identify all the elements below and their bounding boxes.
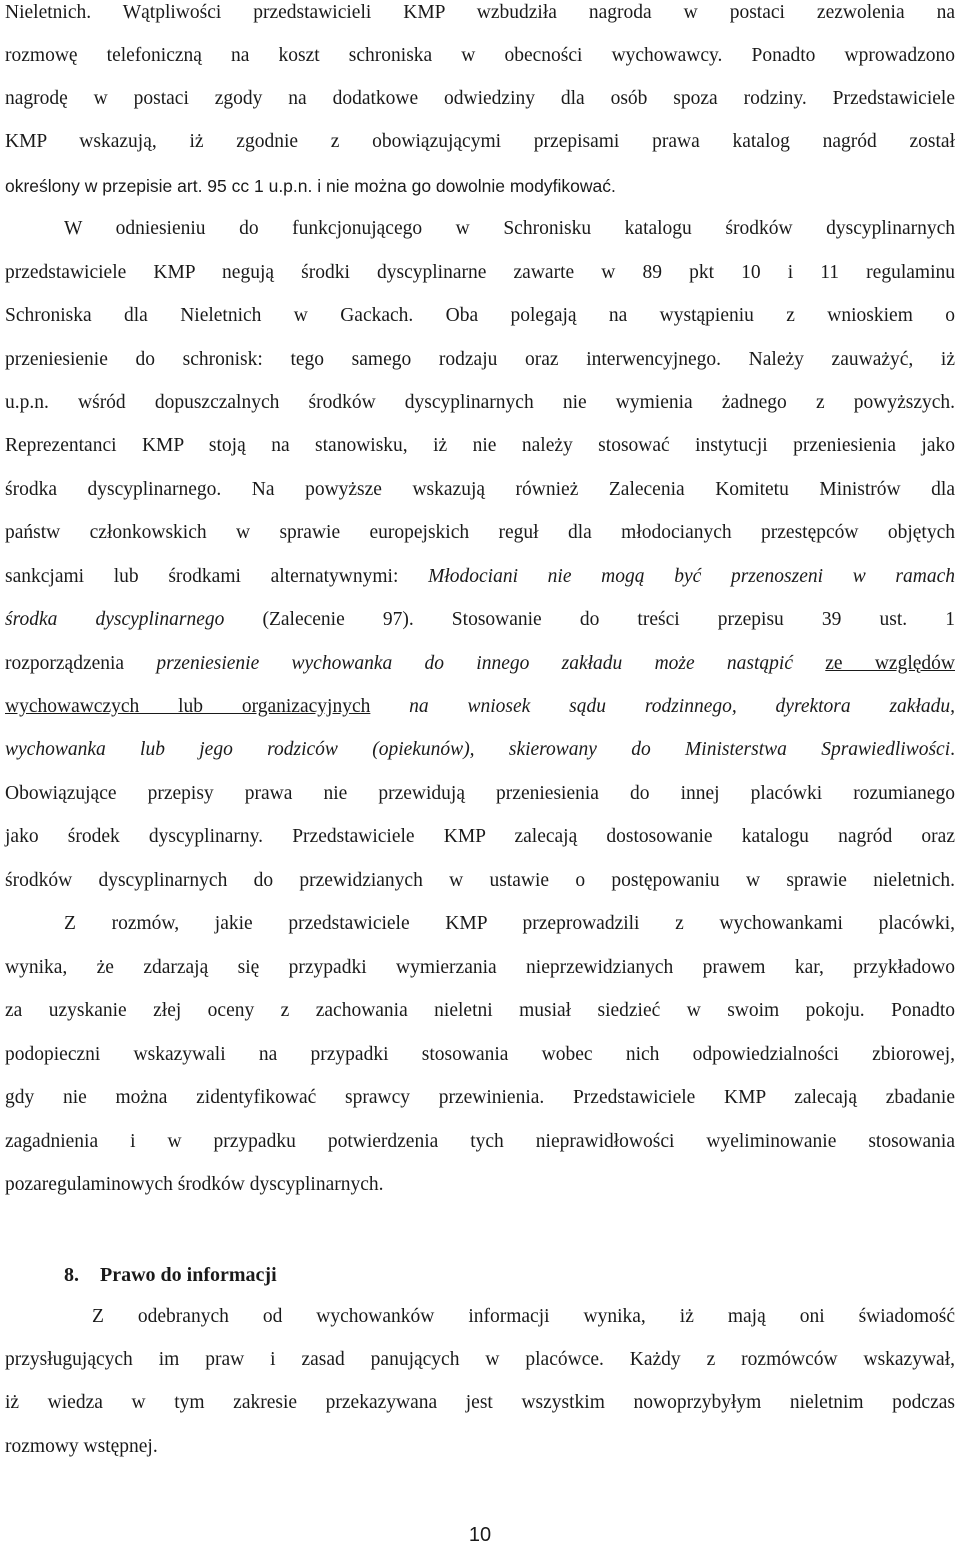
p2-line-10-quote: środka dyscyplinarnego xyxy=(5,609,225,630)
p2-line-15: jako środek dyscyplinarny. Przedstawiciele KMP zalecają dostosowanie katalogu nagród oraz xyxy=(5,826,955,847)
p2-line-13 xyxy=(5,737,955,763)
p3-line-3: za uzyskanie złej oceny z zachowania nieletni musiał siedzieć w swoim pokoju. Ponadto xyxy=(5,1000,955,1021)
p2-line-9 xyxy=(5,564,955,590)
p4-line-2: przysługujących im praw i zasad panujących w placówce. Każdy z rozmówców wskazywał, xyxy=(5,1349,955,1370)
p1-line-5: określony w przepisie art. 95 cc 1 u.p.n. i nie można go dowolnie modyfikować. xyxy=(5,176,616,196)
p2-line-9-text: sankcjami lub środkami alternatywnymi: xyxy=(5,566,429,587)
p3-line-1: Z rozmów, jakie przedstawiciele KMP przeprowadzili z wychowankami placówki, xyxy=(64,913,955,934)
p2-line-12 xyxy=(5,694,955,720)
p1-line-2: rozmowę telefoniczną na koszt schroniska w obecności wychowawcy. Ponadto wprowadzono xyxy=(5,45,955,66)
p4-line-3: iż wiedza w tym zakresie przekazywana jest wszystkim nowoprzybyłym nieletnim podczas xyxy=(5,1392,955,1413)
p2-line-11 xyxy=(5,651,955,677)
p3-line-4: podopieczni wskazywali na przypadki stosowania wobec nich odpowiedzialności zbiorowej, xyxy=(5,1044,955,1065)
p2-line-13-quote: wychowanka lub jego rodziców (opiekunów), skierowany do Ministerstwa Sprawiedliwości xyxy=(5,739,951,760)
p2-line-8: państw członkowskich w sprawie europejskich reguł dla młodocianych przestępców objętych xyxy=(5,522,955,543)
p3-line-6: zagadnienia i w przypadku potwierdzenia tych nieprawidłowości wyeliminowanie stosowania xyxy=(5,1131,955,1152)
p1-line-4: KMP wskazują, iż zgodnie z obowiązującymi przepisami prawa katalog nagród został xyxy=(5,131,955,152)
p2-line-3: Schroniska dla Nieletnich w Gackach. Oba polegają na wystąpieniu z wnioskiem o xyxy=(5,305,955,326)
page-number: 10 xyxy=(468,1524,492,1546)
p3-line-2: wynika, że zdarzają się przypadki wymierzania nieprzewidzianych prawem kar, przykładowo xyxy=(5,957,955,978)
p2-line-5: u.p.n. wśród dopuszczalnych środków dyscyplinarnych nie wymienia żadnego z powyższych. xyxy=(5,392,955,413)
section-title: Prawo do informacji xyxy=(100,1264,277,1286)
p3-line-5: gdy nie można zidentyfikować sprawcy przewinienia. Przedstawiciele KMP zalecają zbadanie xyxy=(5,1087,955,1108)
section-heading xyxy=(64,1262,277,1288)
p1-line-1: Nieletnich. Wątpliwości przedstawicieli KMP wzbudziła nagroda w postaci zezwolenia na xyxy=(5,2,955,23)
p2-line-2: przedstawiciele KMP negują środki dyscyplinarne zawarte w 89 pkt 10 i 11 regulaminu xyxy=(5,262,955,283)
p1-line-3: nagrodę w postaci zgody na dodatkowe odwiedziny dla osób spoza rodziny. Przedstawiciele xyxy=(5,88,955,109)
p2-line-10 xyxy=(5,607,955,633)
p2-line-4: przeniesienie do schronisk: tego samego rodzaju oraz interwencyjnego. Należy zauważyć, iż xyxy=(5,349,955,370)
p4-line-4: rozmowy wstępnej. xyxy=(5,1436,158,1457)
p2-line-12-underlined: wychowawczych lub organizacyjnych xyxy=(5,696,371,717)
p4-line-1: Z odebranych od wychowanków informacji wynika, iż mają oni świadomość xyxy=(92,1306,955,1327)
p2-line-11-quote: przeniesienie wychowanka do innego zakładu może nastąpić xyxy=(156,653,826,674)
p2-line-13-end: . xyxy=(950,739,955,760)
p2-line-9-quote: Młodociani nie mogą być przenoszeni w ramach xyxy=(428,566,955,587)
p2-line-11-text: rozporządzenia xyxy=(5,653,157,674)
p2-line-10-text: (Zalecenie 97). Stosowanie do treści przepisu 39 ust. 1 xyxy=(224,609,956,630)
p2-line-12-quote: na wniosek sądu rodzinnego, dyrektora zakładu, xyxy=(370,696,956,717)
p3-line-7: pozaregulaminowych środków dyscyplinarnych. xyxy=(5,1174,384,1195)
p2-line-1: W odniesieniu do funkcjonującego w Schronisku katalogu środków dyscyplinarnych xyxy=(64,218,955,239)
section-number: 8. xyxy=(64,1264,79,1286)
p2-line-6: Reprezentanci KMP stoją na stanowisku, iż nie należy stosować instytucji przeniesienia jako xyxy=(5,435,955,456)
p2-line-7: środka dyscyplinarnego. Na powyższe wskazują również Zalecenia Komitetu Ministrów dla xyxy=(5,479,955,500)
p2-line-11-underlined: ze względów xyxy=(825,653,955,674)
p2-line-14: Obowiązujące przepisy prawa nie przewidują przeniesienia do innej placówki rozumianego xyxy=(5,783,955,804)
p2-line-16: środków dyscyplinarnych do przewidzianych w ustawie o postępowaniu w sprawie nieletnich. xyxy=(5,870,955,891)
